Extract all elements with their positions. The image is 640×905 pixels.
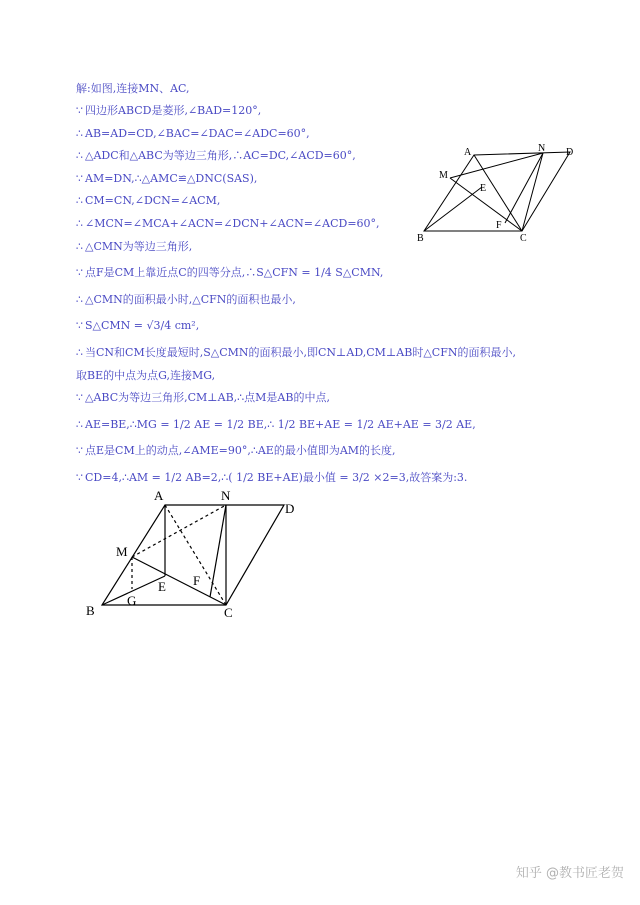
solution-line-13: 取BE的中点为点G,连接MG,: [76, 368, 216, 382]
label-e: E: [480, 183, 487, 194]
segment-mc: [132, 557, 226, 605]
label-f: F: [193, 573, 201, 588]
solution-line-1: 解:如图,连接MN、AC,: [76, 81, 190, 95]
label-c: C: [224, 605, 233, 620]
segment-nf: [210, 505, 226, 597]
rhombus-figure-small: [410, 140, 590, 250]
label-a: A: [464, 147, 472, 158]
solution-line-5: ∵ AM=DN,∴△AMC≌△DNC(SAS),: [76, 171, 258, 185]
label-d: D: [566, 147, 574, 158]
label-g: G: [127, 593, 137, 608]
solution-line-17: ∵ CD=4,∴AM = 1/2 AB=2,∴( 1/2 BE+AE)最小值 = 3/2 ×2=3,故答案为:3.: [76, 471, 468, 484]
segment-nf: [505, 153, 543, 223]
solution-line-11: ∵ S△CMN = √3/4 cm²,: [76, 319, 200, 333]
segment-mn-dashed: [132, 505, 226, 557]
solution-line-3: ∴ AB=AD=CD,∠BAC=∠DAC=∠ADC=60°,: [76, 126, 310, 140]
rhombus-figure-large: [80, 485, 310, 625]
solution-line-9: ∵ 点F是CM上靠近点C的四等分点,∴S△CFN = 1/4 S△CMN,: [76, 266, 384, 280]
label-f: F: [496, 220, 502, 231]
solution-line-14: ∵ △ABC为等边三角形,CM⊥AB,∴点M是AB的中点,: [76, 391, 330, 405]
solution-line-8: ∴ △CMN为等边三角形,: [76, 239, 193, 253]
solution-line-10: ∴ △CMN的面积最小时,△CFN的面积也最小,: [76, 292, 296, 306]
label-b: B: [86, 603, 95, 618]
label-m: M: [116, 544, 128, 559]
label-a: A: [154, 488, 164, 503]
label-m: M: [439, 170, 448, 181]
segment-be: [424, 187, 482, 231]
label-e: E: [158, 579, 166, 594]
solution-line-12: ∴ 当CN和CM长度最短时,S△CMN的面积最小,即CN⊥AD,CM⊥AB时△CFN的面积最小,: [76, 346, 516, 360]
label-d: D: [285, 501, 295, 516]
label-n: N: [538, 143, 546, 154]
solution-line-4: ∴ △ADC和△ABC为等边三角形,∴AC=DC,∠ACD=60°,: [76, 149, 356, 163]
segment-nc: [522, 153, 543, 231]
watermark: 知乎 @教书匠老贺: [515, 866, 624, 881]
solution-line-15: ∴ AE=BE,∴MG = 1/2 AE = 1/2 BE,∴ 1/2 BE+AE = 1/2 AE+AE = 3/2 AE,: [76, 417, 476, 431]
label-n: N: [221, 488, 231, 503]
solution-line-16: ∵ 点E是CM上的动点,∠AME=90°,∴AE的最小值即为AM的长度,: [76, 444, 396, 458]
label-c: C: [520, 233, 527, 244]
label-b: B: [417, 233, 424, 244]
solution-line-2: ∵ 四边形ABCD是菱形,∠BAD=120°,: [76, 104, 262, 118]
rhombus-outline: [102, 505, 284, 605]
solution-line-7: ∴ ∠MCN=∠MCA+∠ACN=∠DCN+∠ACN=∠ACD=60°,: [76, 217, 380, 231]
solution-line-6: ∴ CM=CN,∠DCN=∠ACM,: [76, 194, 221, 208]
